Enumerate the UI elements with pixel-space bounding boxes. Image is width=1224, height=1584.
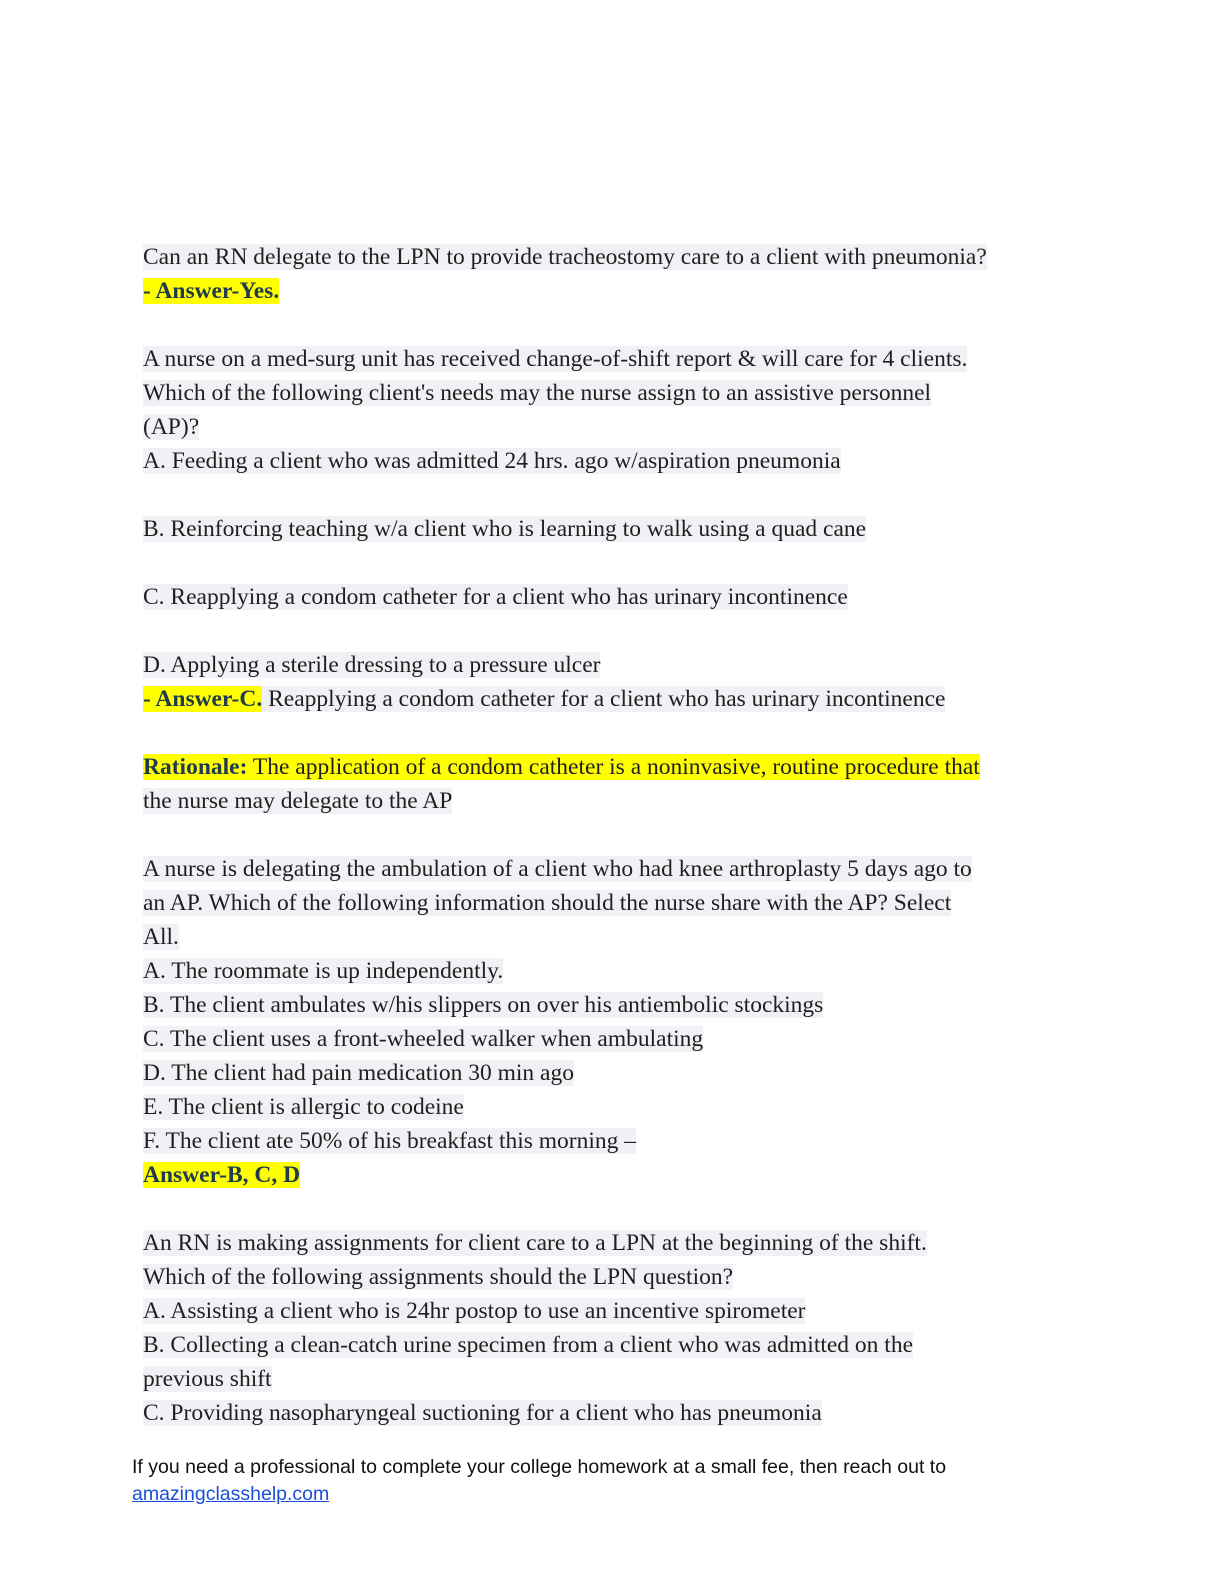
q4-option-c (143, 1396, 1083, 1430)
q4-question-text: An RN is making assignments for client care to a LPN at the beginning of the shift. (143, 1230, 927, 1256)
q3-option-a-text: A. The roommate is up independently. (143, 958, 504, 984)
q3-option-f-text: F. The client ate 50% of his breakfast this morning – (143, 1128, 637, 1154)
q3-answer-line (143, 1158, 1083, 1192)
spacer (143, 614, 1083, 648)
q4-question-line (143, 1226, 1083, 1260)
q2-option-d (143, 648, 1083, 682)
q3-option-d-text: D. The client had pain medication 30 min ago (143, 1060, 574, 1086)
q3-option-e-text: E. The client is allergic to codeine (143, 1094, 464, 1120)
q3-option-c (143, 1022, 1083, 1056)
q2-option-b (143, 512, 1083, 546)
q2-answer-label: - Answer-C. (143, 686, 263, 712)
footer-text: If you need a professional to complete your college homework at a small fee, then reach out to (132, 1456, 947, 1478)
q4-question-line (143, 1260, 1083, 1294)
spacer (143, 308, 1083, 342)
q2-option-d-text: D. Applying a sterile dressing to a pressure ulcer (143, 652, 601, 678)
spacer (143, 818, 1083, 852)
q3-question-line (143, 886, 1083, 920)
q1-answer-line (143, 274, 1083, 308)
q3-question-text: an AP. Which of the following information should the nurse share with the AP? Select (143, 890, 952, 916)
q4-option-b (143, 1328, 1083, 1362)
spacer (143, 546, 1083, 580)
q4-option-a (143, 1294, 1083, 1328)
q3-question-text: A nurse is delegating the ambulation of a client who had knee arthroplasty 5 days ago to (143, 856, 972, 882)
q3-question-line (143, 852, 1083, 886)
q3-question-line (143, 920, 1083, 954)
q2-question-text: A nurse on a med-surg unit has received change-of-shift report & will care for 4 clients. (143, 346, 968, 372)
q2-question-text: Which of the following client's needs may the nurse assign to an assistive personnel (143, 380, 932, 406)
q3-option-e (143, 1090, 1083, 1124)
spacer (143, 478, 1083, 512)
q2-question-line (143, 376, 1083, 410)
q4-option-b-text: previous shift (143, 1366, 272, 1392)
q1-answer: - Answer-Yes. (143, 278, 280, 304)
q2-answer-text: Reapplying a condom catheter for a client who has urinary incontinence (262, 686, 946, 712)
q2-question-line (143, 410, 1083, 444)
q2-option-c (143, 580, 1083, 614)
q3-option-c-text: C. The client uses a front-wheeled walker when ambulating (143, 1026, 704, 1052)
q4-option-c-text: C. Providing nasopharyngeal suctioning for a client who has pneumonia (143, 1400, 822, 1426)
spacer (143, 1192, 1083, 1226)
spacer (143, 716, 1083, 750)
q2-question-text: (AP)? (143, 414, 200, 440)
q2-option-a (143, 444, 1083, 478)
q2-rationale-text: the nurse may delegate to the AP (143, 788, 453, 814)
q4-option-b-text: B. Collecting a clean-catch urine specimen from a client who was admitted on the (143, 1332, 914, 1358)
q2-option-a-text: A. Feeding a client who was admitted 24 hrs. ago w/aspiration pneumonia (143, 448, 841, 474)
q1-question-line (143, 240, 1083, 274)
q3-option-d (143, 1056, 1083, 1090)
q2-rationale-line (143, 784, 1083, 818)
q3-option-b (143, 988, 1083, 1022)
q3-option-f (143, 1124, 1083, 1158)
q3-option-b-text: B. The client ambulates w/his slippers on over his antiembolic stockings (143, 992, 824, 1018)
q2-option-c-text: C. Reapplying a condom catheter for a client who has urinary incontinence (143, 584, 848, 610)
q2-rationale-text: The application of a condom catheter is a noninvasive, routine procedure that (247, 754, 980, 780)
q1-question: Can an RN delegate to the LPN to provide tracheostomy care to a client with pneumonia? (143, 244, 987, 270)
q3-question-text: All. (143, 924, 179, 950)
q2-option-b-text: B. Reinforcing teaching w/a client who is learning to walk using a quad cane (143, 516, 867, 542)
q2-rationale-label: Rationale: (143, 754, 248, 780)
q2-rationale-line (143, 750, 1083, 784)
q4-option-b-continued (143, 1362, 1083, 1396)
q2-question-line (143, 342, 1083, 376)
q3-option-a (143, 954, 1083, 988)
q4-question-text: Which of the following assignments should the LPN question? (143, 1264, 734, 1290)
q3-answer: Answer-B, C, D (143, 1162, 301, 1188)
document-body (143, 240, 1083, 1430)
promo-footer (132, 1454, 1092, 1508)
q4-option-a-text: A. Assisting a client who is 24hr postop to use an incentive spirometer (143, 1298, 806, 1324)
q2-answer-line (143, 682, 1083, 716)
footer-link[interactable]: amazingclasshelp.com (132, 1483, 330, 1505)
